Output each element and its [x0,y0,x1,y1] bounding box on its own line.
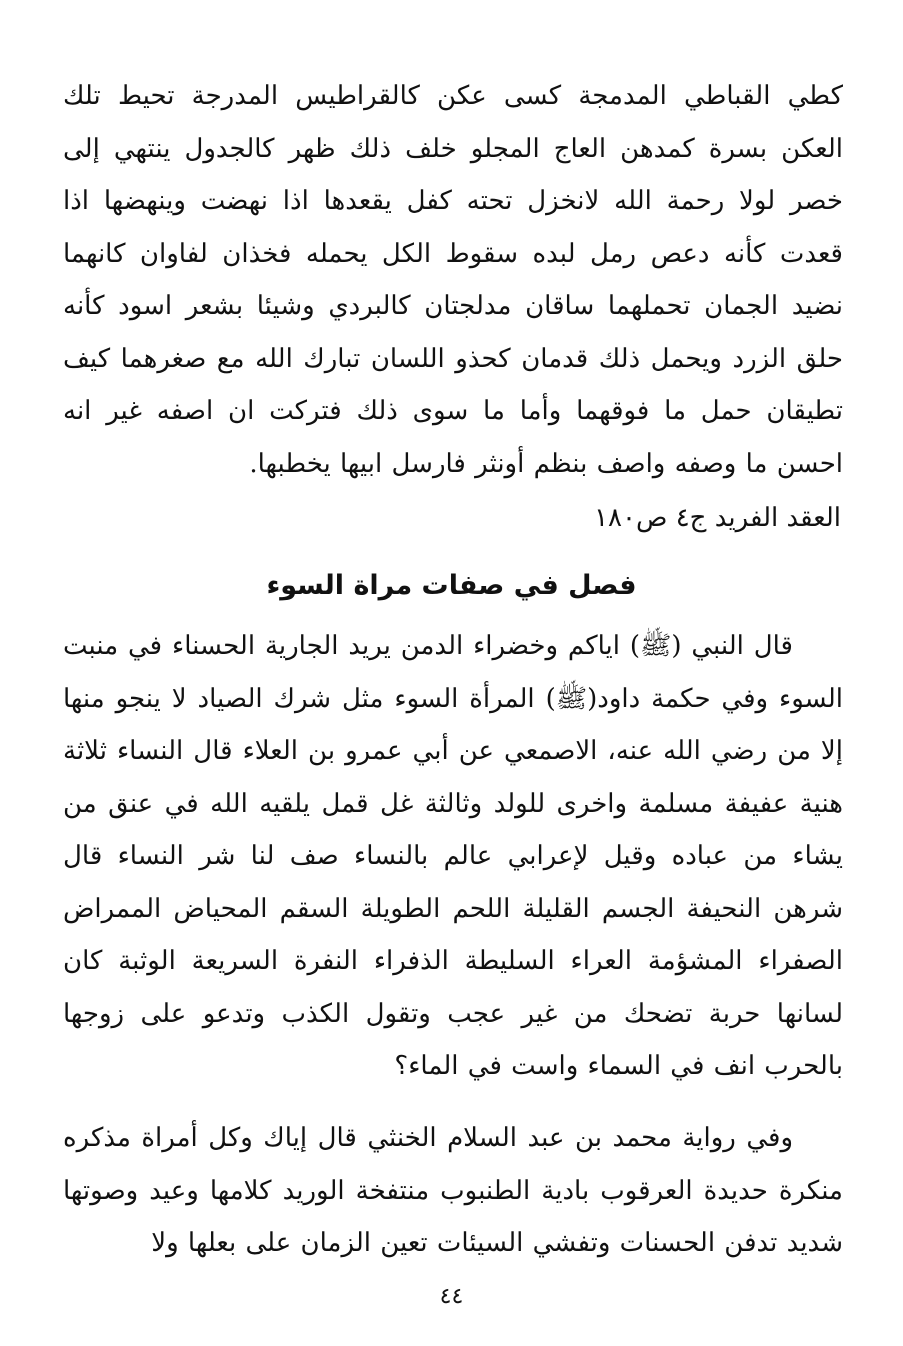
paragraph-text: قال النبي (ﷺ) اياكم وخضراء الدمن يريد الجارية الحسناء في منبت السوء وفي حكمة داود(ﷺ) المرأة السوء مثل شرك الصياد لا ينجو منها إلا من رضي الله عنه، الاصمعي عن أبي عمرو بن العلاء قال النساء ثلاثة هنية عفيفة مسلمة واخرى للولد وثالثة غل قمل يلقيه الله في عنق من يشاء من عباده وقيل لإعرابي عالم بالنساء صف لنا شر النساء قال شرهن النحيفة الجسم القليلة اللحم الطويلة السقم المحياض الممراض الصفراء المشؤمة العراء السليطة الذفراء النفرة السريعة الوثبة كان لسانها حربة تضحك من غير عجب وتقول الكذب وتدعو على زوجها بالحرب انف في السماء واست في الماء؟ [63,631,843,1081]
source-citation: العقد الفريد ج٤ ص١٨٠ [594,503,841,533]
section-heading: فصل في صفات مراة السوء [266,570,637,601]
paragraph-hadith [63,620,843,1093]
paragraph-continuation [63,70,843,490]
paragraph-narration [63,1112,843,1270]
page-number: ٤٤ [439,1284,464,1309]
paragraph-text: وفي رواية محمد بن عبد السلام الخنثي قال إياك وكل أمراة مذكره منكرة حديدة العرقوب بادية الطنبوب منتفخة الوريد كلامها وعيد وصوتها شديد تدفن الحسنات وتفشي السيئات تعين الزمان على بعلها ولا [63,1123,843,1258]
paragraph-text: كطي القباطي المدمجة كسى عكن كالقراطيس المدرجة تحيط تلك العكن بسرة كمدهن العاج المجلو خلف ذلك ظهر كالجدول ينتهي إلى خصر لولا رحمة الله لانخزل تحته كفل يقعدها اذا نهضت وينهضها اذا قعدت كأنه دعص رمل لبده سقوط الكل يحمله فخذان لفاوان كانهما نضيد الجمان تحملهما ساقان مدلجتان كالبردي وشيئا بشعر اسود كأنه حلق الزرد ويحمل ذلك قدمان كحذو اللسان تبارك الله مع صغرهما كيف تطيقان حمل ما فوقهما وأما ما سوى ذلك فتركت ان اصفه غير انه احسن ما وصفه واصف بنظم أونثر فارسل ابيها يخطبها. [63,81,843,479]
